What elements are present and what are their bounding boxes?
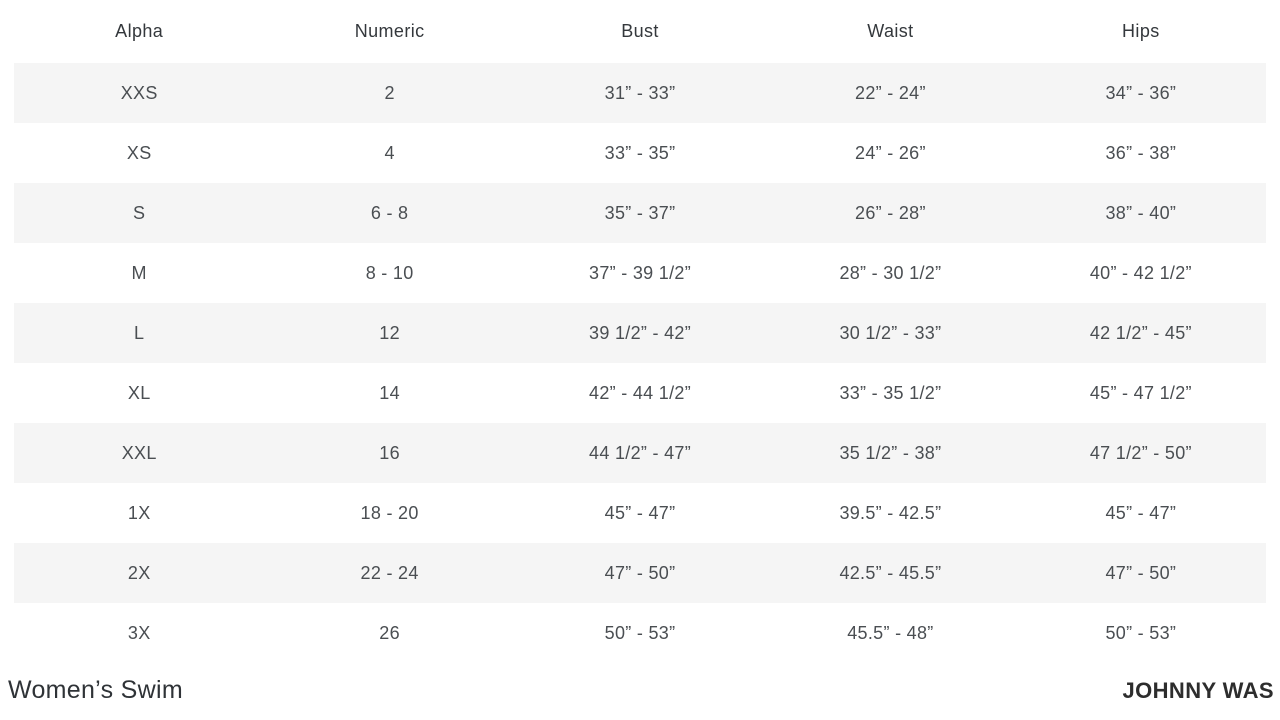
table-cell: 42 1/2” - 45” — [1089, 322, 1192, 343]
table-cell: 31” - 33” — [604, 82, 676, 103]
table-row — [14, 123, 1266, 183]
table-cell: 47” - 50” — [1105, 562, 1177, 583]
table-cell: 50” - 53” — [604, 622, 676, 643]
table-cell: XXS — [120, 82, 158, 103]
column-header-numeric: Numeric — [354, 21, 425, 41]
table-cell: 35” - 37” — [604, 202, 676, 223]
table-cell: 22” - 24” — [855, 82, 926, 103]
table-cell: 2 — [384, 82, 395, 103]
table-row — [14, 423, 1266, 483]
table-cell: 3X — [127, 622, 151, 643]
table-cell: 30 1/2” - 33” — [839, 322, 942, 343]
table-cell: 12 — [379, 322, 400, 343]
table-cell: 45.5” - 48” — [847, 622, 934, 643]
table-cell: 26” - 28” — [855, 202, 926, 223]
table-cell: 33” - 35 1/2” — [839, 382, 942, 403]
table-cell: 8 - 10 — [365, 262, 414, 283]
table-cell: 45” - 47” — [1105, 502, 1177, 523]
column-header-alpha: Alpha — [115, 21, 164, 41]
table-cell: 34” - 36” — [1105, 82, 1177, 103]
table-cell: 16 — [379, 442, 400, 463]
table-header-row — [14, 0, 1266, 63]
table-cell: XS — [126, 142, 152, 163]
table-cell: S — [133, 202, 146, 223]
table-cell: 1X — [127, 502, 151, 523]
table-cell: 18 - 20 — [360, 502, 419, 523]
table-cell: XXL — [121, 442, 157, 463]
column-header-bust: Bust — [621, 21, 659, 41]
table-cell: 6 - 8 — [370, 202, 409, 223]
table-cell: 42.5” - 45.5” — [839, 562, 942, 583]
table-cell: L — [134, 322, 145, 343]
footer — [0, 663, 1280, 705]
column-header-waist: Waist — [867, 21, 914, 41]
brand-logo: JOHNNY WAS — [1122, 677, 1274, 703]
table-cell: 14 — [379, 382, 400, 403]
table-cell: 47 1/2” - 50” — [1089, 442, 1192, 463]
category-title: Women’s Swim — [8, 676, 183, 704]
table-cell: 50” - 53” — [1105, 622, 1177, 643]
table-cell: 40” - 42 1/2” — [1089, 262, 1192, 283]
table-cell: 36” - 38” — [1105, 142, 1177, 163]
table-cell: 42” - 44 1/2” — [589, 382, 691, 403]
table-row — [14, 603, 1266, 663]
table-cell: 45” - 47 1/2” — [1089, 382, 1192, 403]
table-cell: 44 1/2” - 47” — [589, 442, 691, 463]
table-row — [14, 243, 1266, 303]
table-cell: 26 — [379, 622, 400, 643]
table-row — [14, 183, 1266, 243]
table-row — [14, 483, 1266, 543]
table-row — [14, 363, 1266, 423]
table-row — [14, 63, 1266, 123]
table-cell: 39.5” - 42.5” — [839, 502, 942, 523]
table-cell: 39 1/2” - 42” — [589, 322, 691, 343]
table-cell: 38” - 40” — [1105, 202, 1177, 223]
table-cell: 47” - 50” — [604, 562, 676, 583]
size-table-body — [14, 63, 1266, 663]
table-cell: 37” - 39 1/2” — [589, 262, 691, 283]
table-cell: 35 1/2” - 38” — [839, 442, 942, 463]
table-cell: XL — [127, 382, 151, 403]
table-cell: M — [131, 262, 147, 283]
table-row — [14, 303, 1266, 363]
table-row — [14, 543, 1266, 603]
table-cell: 45” - 47” — [604, 502, 676, 523]
table-cell: 24” - 26” — [855, 142, 926, 163]
table-cell: 22 - 24 — [360, 562, 419, 583]
table-cell: 28” - 30 1/2” — [839, 262, 942, 283]
column-header-hips: Hips — [1122, 21, 1160, 41]
table-cell: 4 — [384, 142, 395, 163]
table-cell: 33” - 35” — [604, 142, 676, 163]
table-cell: 2X — [127, 562, 151, 583]
